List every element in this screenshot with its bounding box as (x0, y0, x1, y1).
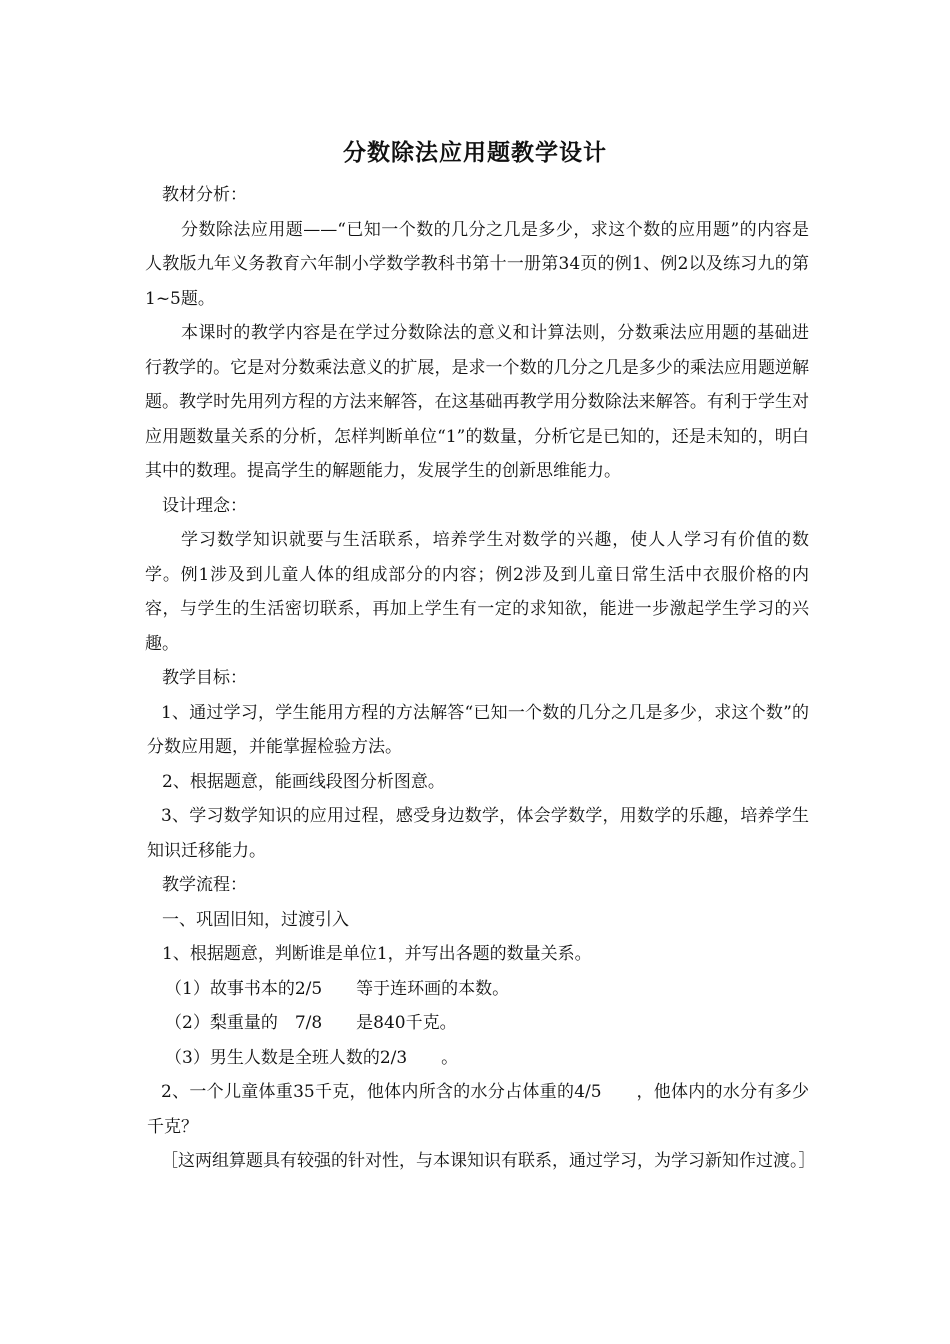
teaching-goal-1: 1、通过学习，学生能用方程的方法解答“已知一个数的几分之几是多少，求这个数”的分数应用题，并能掌握检验方法。 (147, 702, 809, 757)
process-step-1-question-1: 1、根据题意，判断谁是单位1，并写出各题的数量关系。 (162, 944, 592, 964)
material-analysis-paragraph-2: 本课时的教学内容是在学过分数除法的意义和计算法则，分数乘法应用题的基础进行教学的。它是对分数乘法意义的扩展，是求一个数的几分之几是多少的乘法应用题逆解题。教学时先用列方程的方法来解答，在这基础再教学用分数除法来解答。有利于学生对应用题数量关系的分析，怎样判断单位“1”的数量，分析它是已知的，还是未知的，明白其中的数理。提高学生的解题能力，发展学生的创新思维能力。 (145, 323, 809, 481)
process-step-1-title: 一、巩固旧知，过渡引入 (162, 909, 349, 930)
material-analysis-heading: 教材分析： (162, 185, 247, 205)
teaching-goal-3: 3、学习数学知识的应用过程，感受身边数学，体会学数学，用数学的乐趣，培养学生知识迁移能力。 (147, 806, 809, 861)
process-note: ［这两组算题具有较强的针对性，与本课知识有联系，通过学习，为学习新知作过渡。］ (161, 1151, 816, 1171)
teaching-goal-2: 2、根据题意，能画线段图分析图意。 (162, 771, 445, 792)
document-body (145, 178, 816, 1179)
question-1-item-b: （2）梨重量的 7/8 是840千克。 (165, 1013, 457, 1033)
question-1-item-c: （3）男生人数是全班人数的2/3 。 (165, 1047, 459, 1068)
process-step-1-question-2: 2、一个儿童体重35千克，他体内所含的水分占体重的4/5 ，他体内的水分有多少千克？ (147, 1082, 809, 1137)
design-concept-heading: 设计理念： (162, 495, 247, 516)
teaching-goals-heading: 教学目标： (162, 668, 247, 688)
question-1-item-a: （1）故事书本的2/5 等于连环画的本数。 (165, 978, 510, 999)
design-concept-paragraph: 学习数学知识就要与生活联系，培养学生对数学的兴趣，使人人学习有价值的数学。例1涉及到儿童人体的组成部分的内容；例2涉及到儿童日常生活中衣服价格的内容，与学生的生活密切联系，再加上学生有一定的求知欲，能进一步激起学生学习的兴趣。 (145, 530, 809, 654)
teaching-process-heading: 教学流程： (162, 875, 247, 895)
document-title: 分数除法应用题教学设计 (343, 140, 607, 166)
material-analysis-paragraph-1: 分数除法应用题——“已知一个数的几分之几是多少，求这个数的应用题”的内容是人教版九年义务教育六年制小学数学教科书第十一册第34页的例1、例2以及练习九的第1~5题。 (145, 219, 809, 309)
